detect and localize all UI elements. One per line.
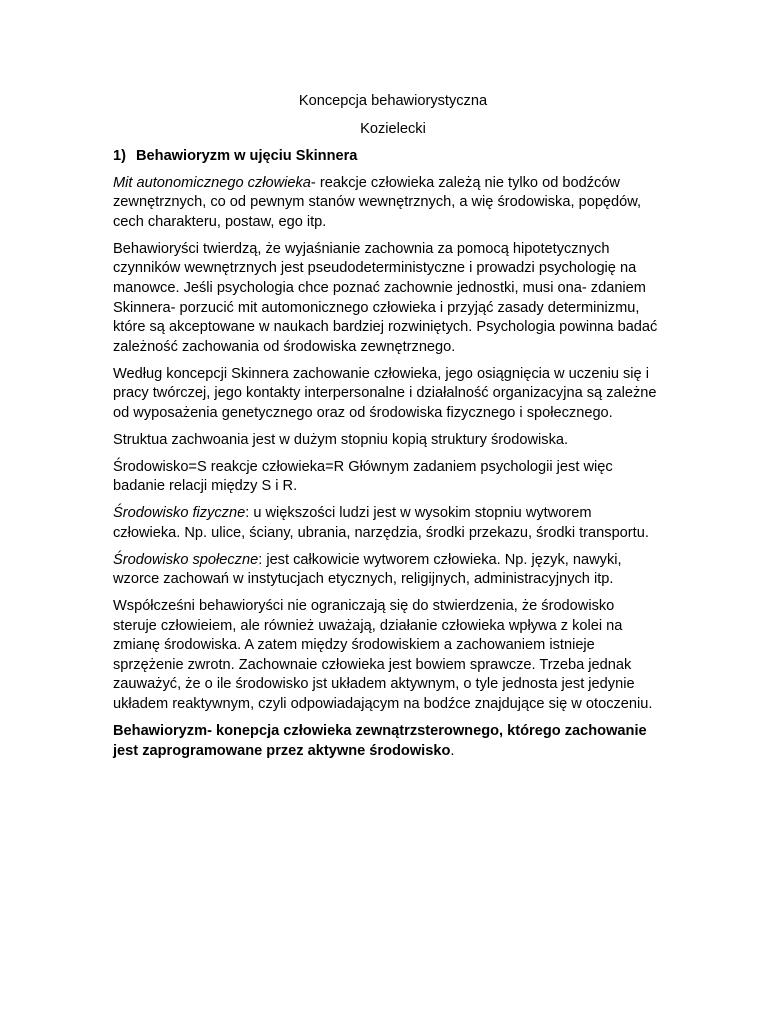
paragraph-line (113, 504, 673, 524)
line-text: . (450, 742, 455, 759)
paragraph-line: człowieka. Np. ulice, ściany, ubrania, narzędzia, środki przekazu, środki transportu. (113, 524, 649, 541)
line-text: : u większości ludzi jest w wysokim stopniu wytworem (245, 505, 592, 522)
italic-term: Środowisko fizyczne (113, 505, 246, 522)
paragraph-line: które są akceptowane w naukach bardziej rozwiniętych. Psychologia powinna badać (113, 319, 658, 336)
paragraph-line: Struktua zachwoania jest w dużym stopniu kopią struktury środowiska. (113, 431, 569, 448)
document-title: Koncepcja behawiorystyczna (298, 93, 488, 109)
section-heading-text: Behawioryzm w ujęciu Skinnera (136, 147, 358, 164)
document-body (113, 92, 673, 768)
paragraph-line: zewnętrznych, co od pewnym stanów wewnętrznych, a wię środowiska, popędów, (113, 194, 642, 211)
paragraph-social-environment (113, 551, 673, 590)
paragraph-line: Behawioryści twierdzą, że wyjaśnianie zachownia za pomocą hipotetycznych (113, 240, 610, 257)
paragraph-line (113, 742, 673, 762)
paragraph-contemporary-behaviorists (113, 597, 673, 715)
paragraph-conclusion (113, 722, 673, 761)
paragraph-line (113, 551, 673, 571)
paragraph-line: wzorce zachowań w instytucjach etycznych, religijnych, administracyjnych itp. (113, 571, 614, 588)
italic-term: Mit autonomicznego człowieka (113, 174, 311, 191)
paragraph-line: czynników wewnętrznych jest pseudodeterministyczne i prowadzi psychologię na (113, 260, 637, 277)
paragraph-s-r-relation (113, 458, 673, 497)
paragraph-line: Behawioryzm- konepcja człowieka zewnątrzsterownego, którego zachowanie (113, 722, 647, 739)
paragraph-line: badanie relacji między S i R. (113, 478, 298, 495)
paragraph-line: zależność zachowania od środowiska zewnętrznego. (113, 338, 456, 355)
line-text: : jest całkowicie wytworem człowieka. Np. język, nawyki, (258, 551, 622, 568)
paragraph-skinner-concept (113, 365, 673, 424)
paragraph-structure (113, 431, 673, 451)
paragraph-behaviorists-claim (113, 240, 673, 358)
paragraph-line: sprzężenie zwrotn. Zachownaie człowieka jest bowiem sprawcze. Trzeba jednak (113, 656, 632, 673)
document-author: Kozielecki (360, 121, 426, 138)
paragraph-autonomous-man (113, 174, 673, 233)
section-number: 1) (113, 147, 126, 164)
paragraph-line: Współcześni behawioryści nie ograniczają się do stwierdzenia, że środowisko (113, 598, 615, 615)
paragraph-line: Środowisko=S reakcje człowieka=R Głównym zadaniem psychologii jest więc (113, 458, 613, 475)
paragraph-line: steruje człowieiem, ale również uważają, działanie człowieka wpływa z kolei na (113, 617, 623, 634)
line-text: - reakcje człowieka zależą nie tylko od bodźców (310, 174, 620, 191)
paragraph-line: Według koncepcji Skinnera zachowanie człowieka, jego osiągnięcia w uczeniu się i (113, 365, 649, 382)
paragraph-line (113, 174, 673, 194)
section-heading (113, 147, 673, 167)
paragraph-line: Skinnera- porzucić mit automonicznego człowieka i przyjąć zasady determinizmu, (113, 299, 640, 316)
paragraph-line: pracy twórczej, jego kontakty interpersonalne i działalność organizacyjna są zależne (113, 385, 657, 402)
paragraph-line: zauważyć, że o ile środowisko jst układem aktywnym, o tyle jednosta jest jedynie (113, 676, 635, 693)
paragraph-line: zmianę środowiska. A zatem między środowiskiem a zachowaniem istnieje (113, 637, 595, 654)
italic-term: Środowisko społeczne (113, 551, 259, 568)
paragraph-line: cech charakteru, postaw, ego itp. (113, 213, 327, 230)
paragraph-line: od wyposażenia genetycznego oraz od środowiska fizycznego i społecznego. (113, 404, 613, 421)
bold-text: jest zaprogramowane przez aktywne środowisko (113, 742, 451, 759)
paragraph-line: manowce. Jeśli psychologia chce poznać zachownie jednostki, musi ona- zdaniem (113, 280, 646, 297)
paragraph-line: układem reaktywnym, czyli odpowiadającym na bodźce znajdujące się w otoczeniu. (113, 696, 653, 713)
paragraph-physical-environment (113, 504, 673, 543)
